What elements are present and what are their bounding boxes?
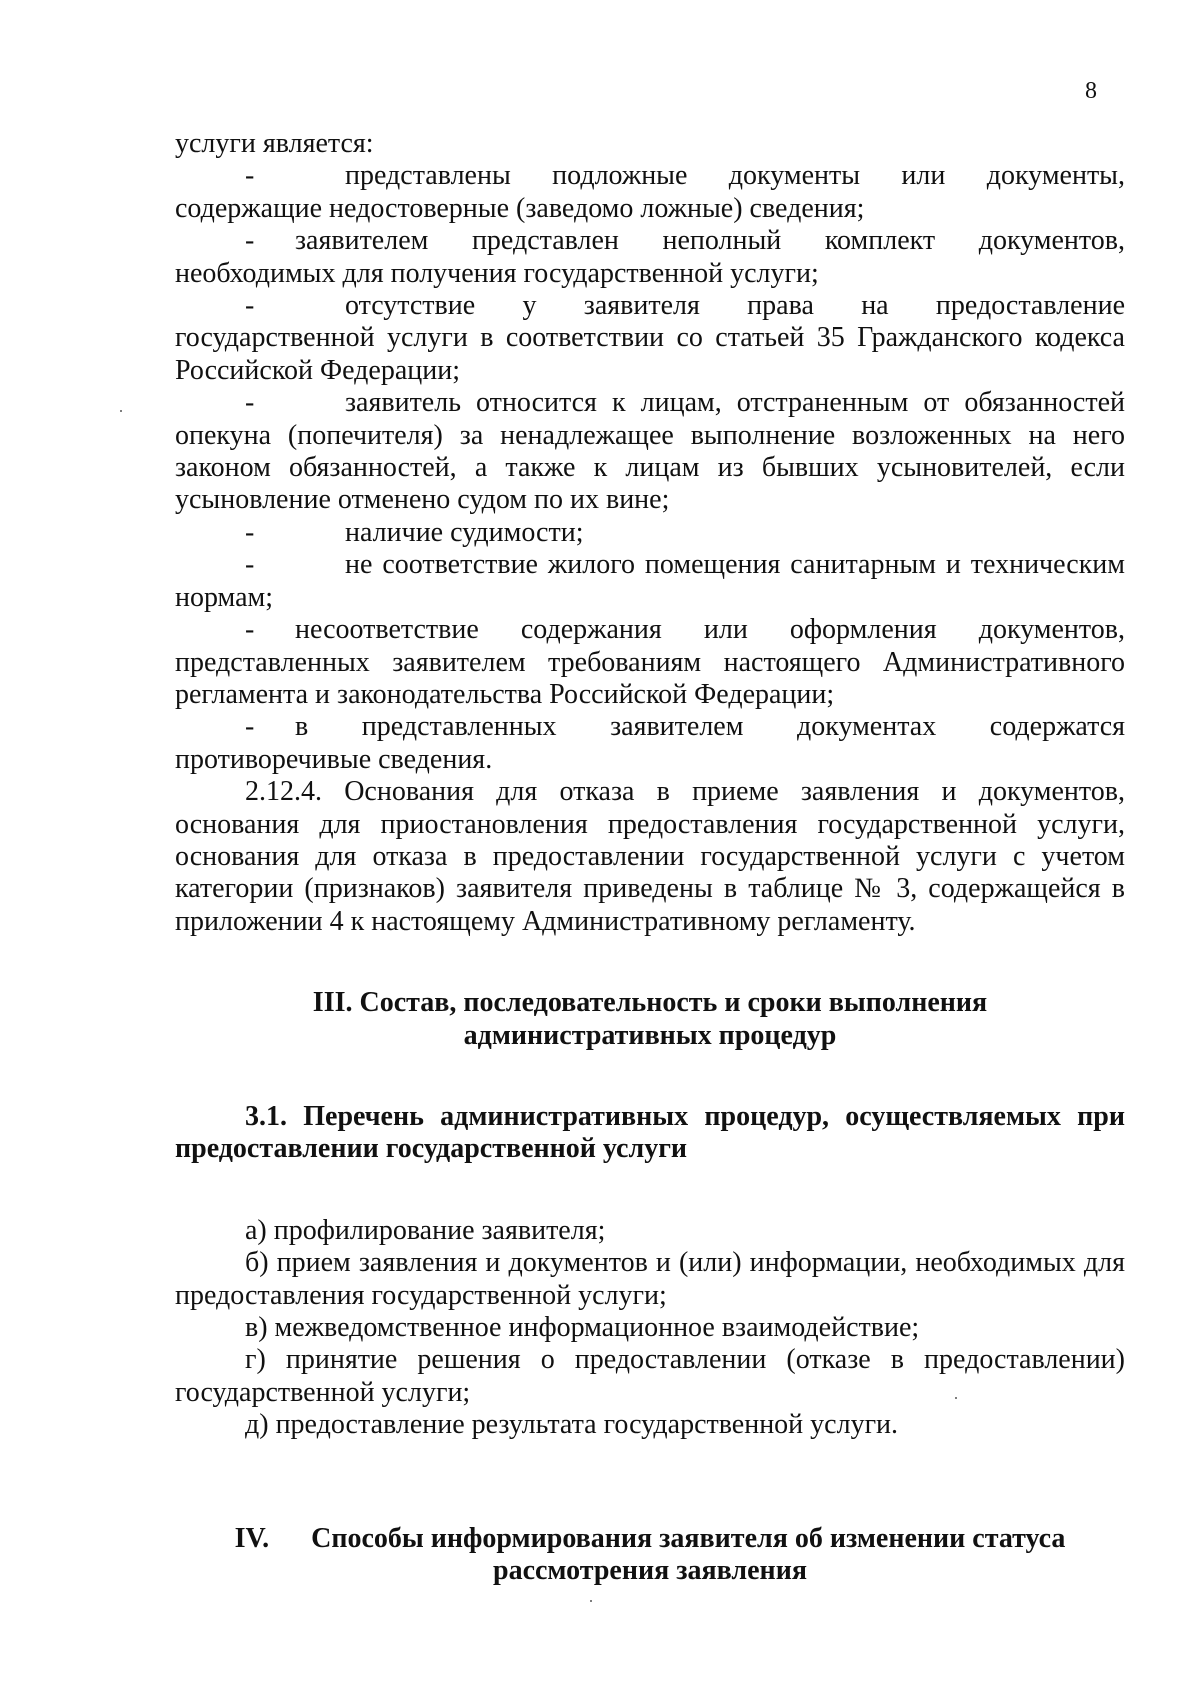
list-item-bullet-7 bbox=[175, 614, 1125, 711]
bullet-text: наличие судимости; bbox=[345, 516, 584, 548]
list-item-procedure-e: д) предоставление результата государственной услуги. bbox=[245, 1409, 899, 1441]
dash-marker: - bbox=[245, 160, 255, 192]
dash-marker: - bbox=[245, 549, 255, 581]
dash-marker: - bbox=[245, 711, 255, 743]
bullet-text: заявителем представлен неполный комплект документов, необходимых для получения государственной услуги; bbox=[175, 225, 1125, 289]
bullet-text: несоответствие содержания или оформления документов, представленных заявителем требованиям настоящего Административного регламента и законодательства Российской Федерации; bbox=[175, 614, 1125, 710]
list-item-procedure-b: б) прием заявления и документов и (или) информации, необходимых для предоставления государственной услуги; bbox=[175, 1247, 1125, 1311]
section-4-roman-numeral: IV. bbox=[234, 1522, 270, 1554]
spacer bbox=[175, 1052, 1125, 1101]
bullet-text: представлены подложные документы или документы, содержащие недостоверные (заведомо ложные) сведения; bbox=[175, 160, 1125, 224]
bullet-text: в представленных заявителем документах содержатся противоречивые сведения. bbox=[175, 711, 1125, 775]
bullet-text: не соответствие жилого помещения санитарным и техническим нормам; bbox=[175, 549, 1125, 613]
spacer bbox=[175, 938, 1125, 987]
list-item-bullet-6 bbox=[175, 549, 1125, 614]
list-item-bullet-2 bbox=[175, 225, 1125, 290]
section-4-heading-line-2: рассмотрения заявления bbox=[493, 1555, 807, 1587]
bullet-text: заявитель относится к лицам, отстраненным от обязанностей опекуна (попечителя) за ненадлежащее выполнение возложенных на него законом обязанностей, а также к лицам из бывших усыновителей, если усыновление отменено судом по их вине; bbox=[175, 387, 1125, 516]
section-4-heading-text: Способы информирования заявителя об изменении статуса bbox=[311, 1522, 1066, 1554]
dash-marker: - bbox=[245, 225, 255, 257]
list-item-procedure-c: в) межведомственное информационное взаимодействие; bbox=[245, 1312, 920, 1343]
scan-speck bbox=[955, 1397, 957, 1399]
dash-marker: - bbox=[245, 614, 255, 646]
list-item-bullet-3 bbox=[175, 290, 1125, 387]
paragraph-2-12-4: 2.12.4. Основания для отказа в приеме заявления и документов, основания для приостановления предоставления государственной услуги, основания для отказа в предоставлении государственной услуги с учетом категории (признаков) заявителя приведены в таблице № 3, содержащейся в приложении 4 к настоящему Административному регламенту. bbox=[175, 776, 1125, 937]
list-item-procedure-a: а) профилирование заявителя; bbox=[245, 1214, 606, 1246]
page-number: 8 bbox=[1085, 78, 1097, 104]
spacer bbox=[175, 1442, 1125, 1523]
scan-speck bbox=[120, 410, 122, 412]
section-3-heading-line-2: административных процедур bbox=[463, 1019, 837, 1051]
scan-speck bbox=[590, 1600, 592, 1602]
section-3-heading-line-1: III. Состав, последовательность и сроки выполнения bbox=[312, 987, 988, 1019]
list-item-procedure-d: г) принятие решения о предоставлении (отказе в предоставлении) государственной услуги; bbox=[175, 1344, 1125, 1408]
bullet-text: отсутствие у заявителя права на предоставление государственной услуги в соответствии со статьей 35 Гражданского кодекса Российской Федерации; bbox=[175, 290, 1125, 386]
list-item-bullet-1 bbox=[175, 160, 1125, 225]
paragraph-intro: услуги является: bbox=[175, 128, 374, 159]
dash-marker: - bbox=[245, 387, 255, 419]
subsection-3-1-heading: 3.1. Перечень административных процедур, осуществляемых при предоставлении государственной услуги bbox=[175, 1100, 1125, 1165]
dash-marker: - bbox=[245, 290, 255, 322]
list-item-bullet-5 bbox=[175, 517, 1125, 549]
document-body bbox=[175, 128, 1125, 1587]
dash-marker: - bbox=[245, 516, 255, 548]
spacer bbox=[175, 1166, 1125, 1215]
section-4-heading-line-1 bbox=[175, 1523, 1125, 1555]
list-item-bullet-4 bbox=[175, 387, 1125, 517]
list-item-bullet-8 bbox=[175, 711, 1125, 776]
